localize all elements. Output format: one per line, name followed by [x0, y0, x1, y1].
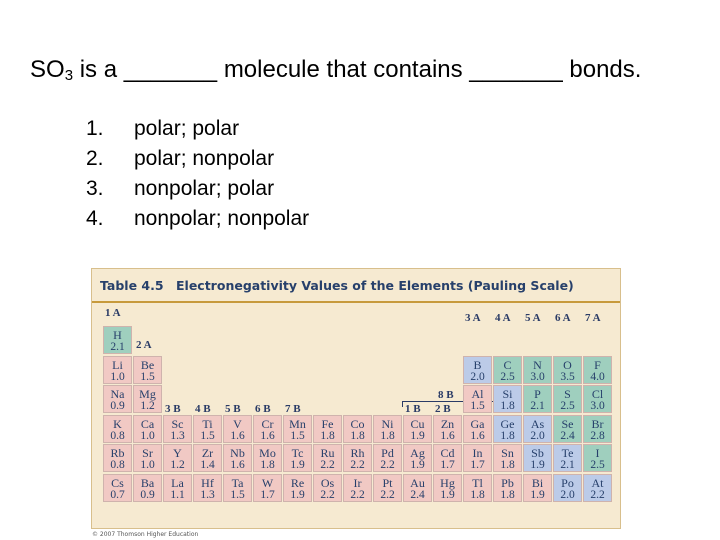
group-label-3a: 3 A	[465, 312, 481, 324]
element-symbol: Pd	[381, 446, 394, 460]
element-en-value: 1.9	[530, 459, 545, 471]
element-symbol: Ru	[320, 446, 335, 460]
element-symbol: I	[595, 446, 600, 460]
choice-text: nonpolar; nonpolar	[134, 207, 310, 230]
choice-3[interactable]	[86, 175, 309, 205]
element-en-value: 1.2	[140, 400, 155, 412]
element-en-value: 3.5	[560, 370, 575, 383]
element-en-value: 1.0	[140, 459, 155, 471]
element-cell-al	[463, 385, 492, 413]
element-symbol: H	[113, 328, 122, 342]
choice-1[interactable]	[86, 115, 309, 145]
element-cell-ag	[403, 444, 432, 472]
element-en-value: 1.8	[260, 459, 275, 471]
element-symbol: B	[473, 357, 482, 372]
element-symbol: At	[591, 475, 604, 490]
element-symbol: K	[113, 416, 122, 431]
group-label-2b: 2 B	[435, 403, 451, 415]
choice-4[interactable]	[86, 205, 309, 235]
element-en-value: 1.3	[170, 429, 185, 442]
element-cell-as	[523, 415, 552, 443]
element-cell-tc	[283, 444, 312, 472]
copyright-note: © 2007 Thomson Higher Education	[92, 531, 199, 538]
element-symbol: Rb	[110, 446, 125, 460]
element-symbol: V	[233, 416, 242, 431]
question-subscript: 3	[64, 67, 74, 84]
element-cell-cd	[433, 444, 462, 472]
element-symbol: La	[171, 475, 184, 490]
element-symbol: Ir	[353, 475, 362, 490]
group-label-7b: 7 B	[285, 403, 301, 415]
element-en-value: 0.7	[110, 488, 125, 501]
element-symbol: Be	[140, 357, 155, 372]
element-en-value: 1.6	[230, 459, 245, 471]
element-symbol: Rh	[350, 446, 365, 460]
element-symbol: Mg	[139, 387, 156, 401]
element-cell-h	[103, 326, 132, 354]
group-label-4b: 4 B	[195, 403, 211, 415]
element-cell-i	[583, 444, 612, 472]
element-en-value: 1.4	[200, 459, 215, 471]
element-symbol: Zr	[201, 446, 214, 460]
element-cell-b	[463, 356, 492, 384]
element-en-value: 1.5	[470, 400, 485, 412]
element-symbol: Fe	[321, 416, 334, 431]
answer-choices	[86, 115, 309, 235]
element-en-value: 1.9	[530, 488, 545, 501]
element-cell-re	[283, 474, 312, 502]
element-en-value: 2.2	[320, 488, 335, 501]
question-text	[30, 56, 641, 84]
element-symbol: W	[261, 475, 274, 490]
element-cell-cu	[403, 415, 432, 443]
element-en-value: 2.8	[590, 429, 605, 442]
element-cell-at	[583, 474, 612, 502]
element-cell-mo	[253, 444, 282, 472]
element-cell-po	[553, 474, 582, 502]
element-cell-cl	[583, 385, 612, 413]
element-en-value: 1.6	[260, 429, 275, 442]
element-en-value: 1.5	[290, 429, 305, 442]
element-symbol: Hf	[201, 475, 214, 490]
element-cell-ca	[133, 415, 162, 443]
element-cell-be	[133, 356, 162, 384]
group-label-1b: 1 B	[405, 403, 421, 415]
element-cell-zr	[193, 444, 222, 472]
element-cell-ru	[313, 444, 342, 472]
element-en-value: 0.8	[110, 459, 125, 471]
group-label-6a: 6 A	[555, 312, 571, 324]
element-cell-te	[553, 444, 582, 472]
element-cell-w	[253, 474, 282, 502]
element-cell-c	[493, 356, 522, 384]
element-symbol: Mo	[259, 446, 276, 460]
element-cell-p	[523, 385, 552, 413]
element-en-value: 1.7	[260, 488, 275, 501]
element-en-value: 2.2	[350, 459, 365, 471]
element-symbol: Sc	[171, 416, 184, 431]
element-cell-si	[493, 385, 522, 413]
element-cell-na	[103, 385, 132, 413]
question-formula: SO	[30, 56, 65, 83]
element-cell-se	[553, 415, 582, 443]
element-symbol: Al	[471, 387, 484, 401]
element-en-value: 1.9	[290, 459, 305, 471]
element-en-value: 0.8	[110, 429, 125, 442]
choice-number: 1.	[86, 117, 104, 140]
element-symbol: F	[594, 357, 601, 372]
group-label-1a: 1 A	[105, 307, 121, 319]
element-cell-nb	[223, 444, 252, 472]
element-cell-k	[103, 415, 132, 443]
element-en-value: 2.2	[350, 488, 365, 501]
element-symbol: Ag	[410, 446, 425, 460]
element-symbol: In	[472, 446, 483, 460]
element-en-value: 2.2	[320, 459, 335, 471]
element-symbol: Au	[410, 475, 425, 490]
element-symbol: Pt	[382, 475, 393, 490]
element-symbol: Ti	[202, 416, 213, 431]
element-symbol: Ca	[140, 416, 155, 431]
element-en-value: 1.8	[470, 488, 485, 501]
group-label-2a: 2 A	[136, 339, 152, 351]
element-en-value: 3.0	[590, 400, 605, 412]
element-cell-zn	[433, 415, 462, 443]
element-symbol: Nb	[230, 446, 245, 460]
element-symbol: Sn	[501, 446, 514, 460]
element-cell-ta	[223, 474, 252, 502]
element-symbol: Os	[320, 475, 335, 490]
element-symbol: N	[533, 357, 542, 372]
element-en-value: 2.1	[530, 400, 545, 412]
element-symbol: Mn	[289, 416, 306, 431]
element-cell-v	[223, 415, 252, 443]
element-symbol: Cl	[591, 387, 604, 401]
element-symbol: Te	[561, 446, 574, 460]
choice-text: nonpolar; polar	[134, 177, 275, 200]
element-cell-hg	[433, 474, 462, 502]
element-cell-li	[103, 356, 132, 384]
element-en-value: 1.1	[170, 488, 185, 501]
element-en-value: 1.7	[440, 459, 455, 471]
element-en-value: 2.2	[590, 488, 605, 501]
element-symbol: Cr	[261, 416, 274, 431]
element-symbol: Cu	[410, 416, 425, 431]
element-symbol: Y	[173, 446, 182, 460]
element-cell-la	[163, 474, 192, 502]
element-symbol: Sr	[142, 446, 153, 460]
element-en-value: 1.0	[110, 370, 125, 383]
element-cell-pb	[493, 474, 522, 502]
element-en-value: 2.5	[560, 400, 575, 412]
element-cell-fe	[313, 415, 342, 443]
element-en-value: 0.9	[110, 400, 125, 412]
element-cell-sn	[493, 444, 522, 472]
element-cell-n	[523, 356, 552, 384]
element-en-value: 2.4	[560, 429, 575, 442]
group-label-8b: 8 B	[438, 389, 454, 401]
element-en-value: 1.9	[290, 488, 305, 501]
element-cell-o	[553, 356, 582, 384]
element-symbol: S	[564, 387, 571, 401]
element-en-value: 2.5	[500, 370, 515, 383]
element-en-value: 2.1	[110, 341, 125, 353]
element-en-value: 1.6	[440, 429, 455, 442]
table-number: Table 4.5	[100, 277, 164, 293]
element-cell-cr	[253, 415, 282, 443]
element-symbol: Se	[561, 416, 574, 431]
element-symbol: C	[503, 357, 512, 372]
element-cell-mn	[283, 415, 312, 443]
element-symbol: Tl	[472, 475, 483, 490]
element-symbol: Ni	[381, 416, 394, 431]
element-cell-mg	[133, 385, 162, 413]
question-body: is a _______ molecule that contains _______ bonds.	[73, 56, 642, 83]
element-cell-sc	[163, 415, 192, 443]
element-en-value: 1.9	[410, 459, 425, 471]
element-en-value: 1.8	[500, 459, 515, 471]
element-symbol: Bi	[531, 475, 544, 490]
element-en-value: 1.5	[230, 488, 245, 501]
group-label-6b: 6 B	[255, 403, 271, 415]
group-label-3b: 3 B	[165, 403, 181, 415]
element-cell-y	[163, 444, 192, 472]
element-en-value: 2.2	[380, 488, 395, 501]
electronegativity-table	[91, 268, 621, 529]
element-en-value: 2.0	[530, 429, 545, 442]
element-cell-os	[313, 474, 342, 502]
element-cell-hf	[193, 474, 222, 502]
element-cell-f	[583, 356, 612, 384]
element-symbol: Sb	[531, 446, 544, 460]
element-en-value: 3.0	[530, 370, 545, 383]
element-cell-sr	[133, 444, 162, 472]
element-cell-au	[403, 474, 432, 502]
element-symbol: Li	[112, 357, 123, 372]
element-cell-ge	[493, 415, 522, 443]
group-label-4a: 4 A	[495, 312, 511, 324]
element-en-value: 1.8	[500, 429, 515, 442]
element-symbol: Pb	[501, 475, 514, 490]
element-cell-tl	[463, 474, 492, 502]
element-cell-pt	[373, 474, 402, 502]
element-en-value: 2.2	[380, 459, 395, 471]
element-symbol: Br	[591, 416, 604, 431]
element-en-value: 2.0	[470, 370, 485, 383]
element-en-value: 2.1	[560, 459, 575, 471]
group-label-5b: 5 B	[225, 403, 241, 415]
element-symbol: Cd	[440, 446, 455, 460]
element-symbol: Si	[502, 387, 513, 401]
element-symbol: Re	[290, 475, 305, 490]
choice-number: 4.	[86, 207, 104, 230]
element-cell-sb	[523, 444, 552, 472]
element-en-value: 1.6	[230, 429, 245, 442]
group-label-5a: 5 A	[525, 312, 541, 324]
element-symbol: Ba	[140, 475, 155, 490]
element-cell-br	[583, 415, 612, 443]
element-en-value: 1.6	[470, 429, 485, 442]
choice-number: 2.	[86, 147, 104, 170]
choice-text: polar; nonpolar	[134, 147, 275, 170]
element-en-value: 1.5	[200, 429, 215, 442]
element-en-value: 1.8	[500, 400, 515, 412]
element-symbol: Tc	[291, 446, 304, 460]
element-symbol: Ga	[470, 416, 485, 431]
element-cell-pd	[373, 444, 402, 472]
element-cell-co	[343, 415, 372, 443]
element-en-value: 1.7	[470, 459, 485, 471]
element-symbol: Co	[350, 416, 365, 431]
element-cell-ti	[193, 415, 222, 443]
element-cell-ga	[463, 415, 492, 443]
element-symbol: Po	[561, 475, 574, 490]
element-en-value: 1.8	[380, 429, 395, 442]
element-en-value: 0.9	[140, 488, 155, 501]
element-en-value: 1.8	[350, 429, 365, 442]
element-symbol: P	[534, 387, 541, 401]
element-cell-cs	[103, 474, 132, 502]
element-symbol: Na	[110, 387, 125, 401]
element-cell-ir	[343, 474, 372, 502]
table-title: Electronegativity Values of the Elements (Pauling Scale)	[176, 277, 574, 293]
element-symbol: Hg	[440, 475, 455, 490]
element-symbol: Zn	[440, 416, 455, 431]
element-symbol: Cs	[111, 475, 124, 490]
element-en-value: 1.9	[440, 488, 455, 501]
choice-2[interactable]	[86, 145, 309, 175]
element-en-value: 1.3	[200, 488, 215, 501]
choice-number: 3.	[86, 177, 104, 200]
element-symbol: Ta	[231, 475, 244, 490]
element-symbol: Ge	[500, 416, 515, 431]
element-symbol: O	[563, 357, 572, 372]
element-cell-ni	[373, 415, 402, 443]
element-en-value: 1.0	[140, 429, 155, 442]
element-cell-rh	[343, 444, 372, 472]
element-en-value: 1.8	[500, 488, 515, 501]
element-symbol: As	[530, 416, 545, 431]
element-en-value: 2.0	[560, 488, 575, 501]
choice-text: polar; polar	[134, 117, 240, 140]
element-cell-s	[553, 385, 582, 413]
element-en-value: 1.5	[140, 370, 155, 383]
element-cell-in	[463, 444, 492, 472]
table-header	[92, 269, 620, 303]
element-en-value: 2.5	[590, 459, 605, 471]
element-cell-ba	[133, 474, 162, 502]
element-en-value: 4.0	[590, 370, 605, 383]
element-en-value: 1.2	[170, 459, 185, 471]
element-cell-rb	[103, 444, 132, 472]
element-en-value: 1.8	[320, 429, 335, 442]
element-en-value: 1.9	[410, 429, 425, 442]
element-cell-bi	[523, 474, 552, 502]
group-label-7a: 7 A	[585, 312, 601, 324]
element-en-value: 2.4	[410, 488, 425, 501]
